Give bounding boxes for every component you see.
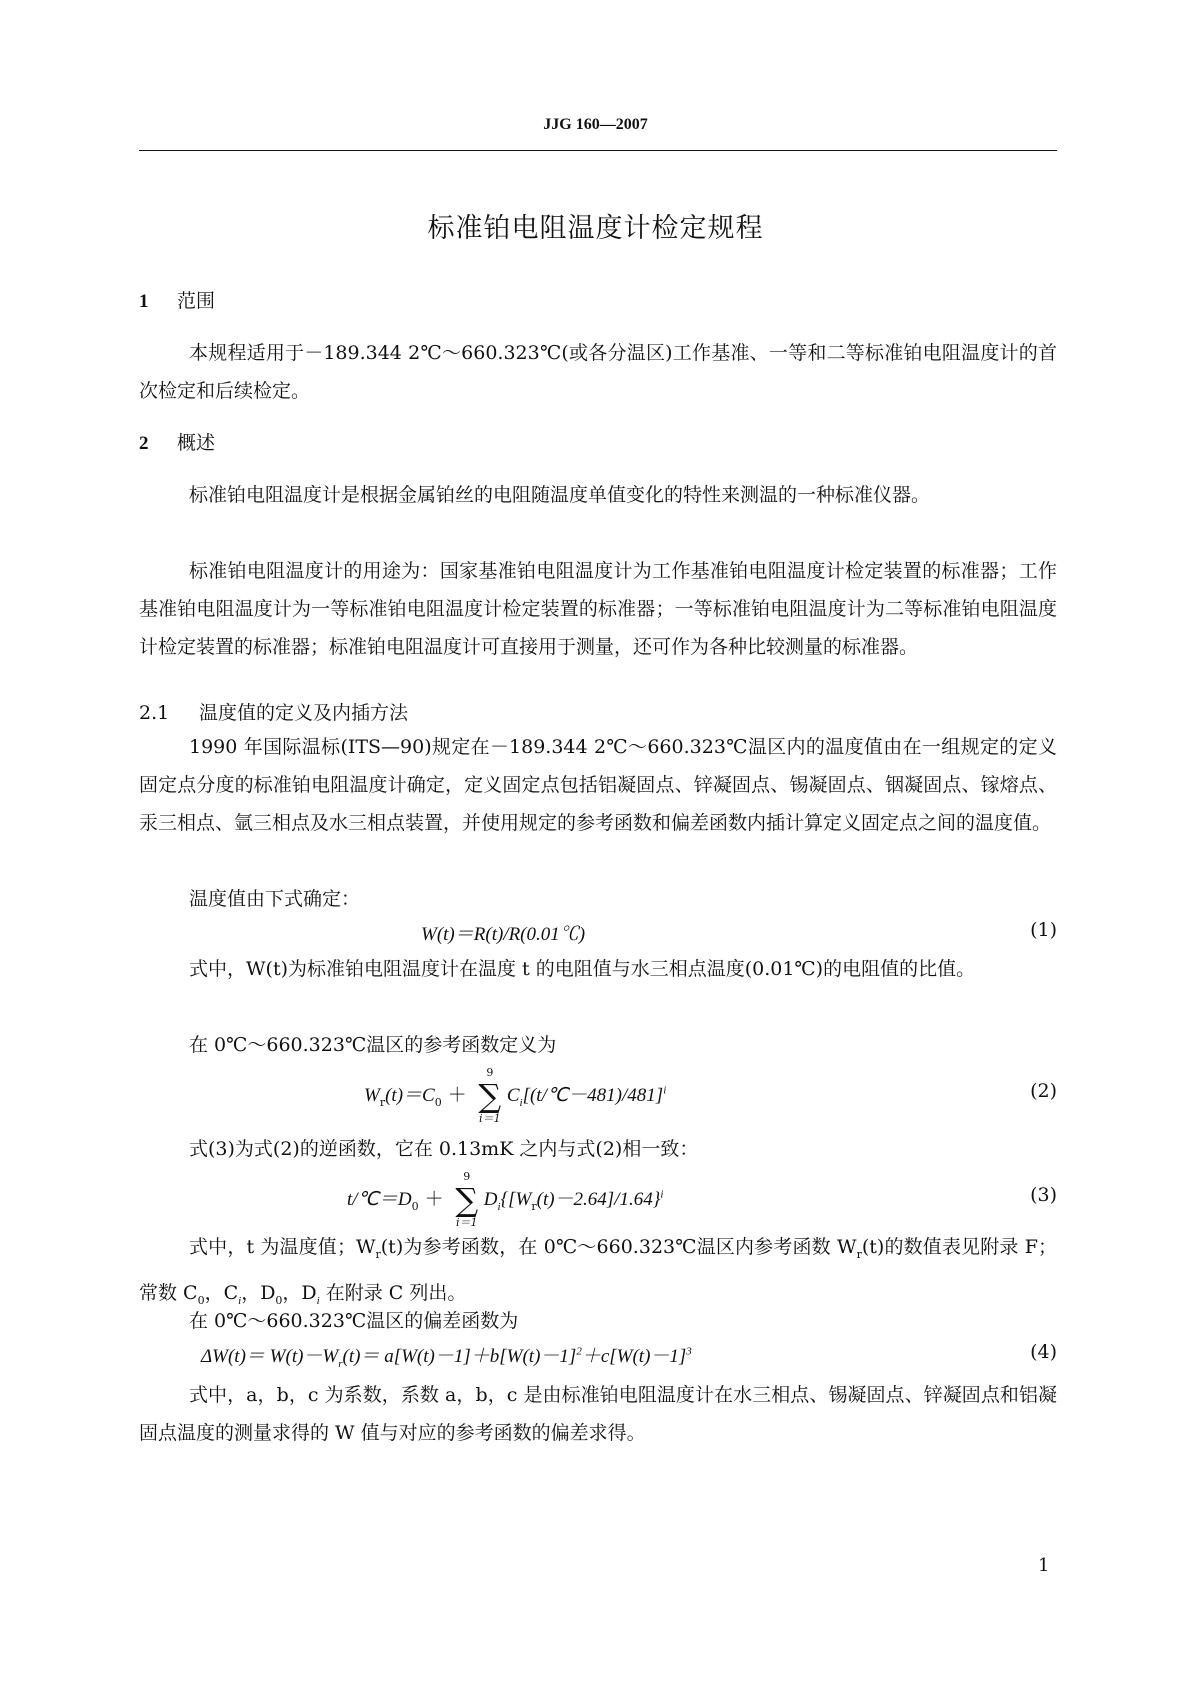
summation-sign: 9 ∑ i＝1 <box>455 1170 479 1229</box>
section-title: 范围 <box>177 290 216 312</box>
equation-2-number: (2) <box>1030 1080 1057 1102</box>
equation-4-body: $\Delta W(t)= W(t)-W_r(t)= a[W(t)-1]+b[W(t)-1]^2+c[W(t)-1]^3$ <box>201 1345 692 1370</box>
ratio-explanation: 式中，W(t)为标准铂电阻温度计在温度 t 的电阻值与水三相点温度(0.01℃)的电阻值的比值。 <box>189 958 976 980</box>
its90-paragraph: 1990 年国际温标(ITS—90)规定在－189.344 2℃～660.323℃温区内的温度值由在一组规定的定义固定点分度的标准铂电阻温度计确定，定义固定点包括铝凝固点、锌凝固点、锡凝固点、铟凝固点、镓熔点、汞三相点、氩三相点及水三相点装置，并使用规定的参考函数和偏差函数内插计算定义固定点之间的温度值。 <box>139 736 1057 834</box>
equation-1-body: W(t)＝R(t)/R(0.01℃) <box>421 924 586 945</box>
standard-code-header: JJG 160—2007 <box>543 116 648 133</box>
page-number: 1 <box>1038 1555 1050 1576</box>
overview-paragraph-1: 标准铂电阻温度计是根据金属铂丝的电阻随温度单值变化的特性来测温的一种标准仪器。 <box>189 484 931 506</box>
section-number: 2.1 <box>139 702 170 724</box>
section-2-1-heading <box>139 698 408 725</box>
document-title: 标准铂电阻温度计检定规程 <box>427 213 764 244</box>
equation-3 <box>139 1170 1057 1229</box>
section-number: 2 <box>139 433 149 454</box>
equation-1-number: (1) <box>1030 919 1057 941</box>
inverse-function-intro: 式(3)为式(2)的逆函数，它在 0.13mK 之内与式(2)相一致： <box>189 1138 699 1160</box>
equation-4-number: (4) <box>1030 1341 1057 1363</box>
reference-function-intro: 在 0℃～660.323℃温区的参考函数定义为 <box>189 1034 557 1056</box>
equation-2 <box>139 1066 1057 1125</box>
coefficient-explanation: 式中，a，b，c 为系数，系数 a，b，c 是由标准铂电阻温度计在水三相点、锡凝固点、锌凝固点和铝凝固点温度的测量求得的 W 值与对应的参考函数的偏差求得。 <box>139 1384 1057 1444</box>
equation-3-body: $t/℃=D_0$ ＋ 9 ∑ i＝1 $D_i\{[W_r(t)-2.64]/1.64\}^i$ <box>347 1170 664 1229</box>
equation-4 <box>139 1341 1057 1381</box>
header-rule <box>139 150 1057 151</box>
scope-paragraph: 本规程适用于－189.344 2℃～660.323℃(或各分温区)工作基准、一等和二等标准铂电阻温度计的首次检定和后续检定。 <box>139 342 1057 402</box>
section-2-heading <box>139 428 215 455</box>
section-title: 温度值的定义及内插方法 <box>199 702 409 724</box>
equation-3-number: (3) <box>1030 1184 1057 1206</box>
section-number: 1 <box>139 291 149 312</box>
section-1-heading <box>139 286 215 313</box>
section-title: 概述 <box>177 432 216 454</box>
summation-sign: 9 ∑ i＝1 <box>478 1066 502 1125</box>
symbol-explanation: 式中，t 为温度值；$W_r(t)$为参考函数，在 0℃～660.323℃温区内参考函数 $W_r(t)$的数值表见附录 F；常数 $C_0$，$C_i$，$D_0$，$D_i$ 在附录 C 列出。 <box>139 1236 1057 1307</box>
deviation-function-intro: 在 0℃～660.323℃温区的偏差函数为 <box>189 1310 519 1332</box>
temperature-intro: 温度值由下式确定： <box>189 888 361 910</box>
overview-paragraph-2: 标准铂电阻温度计的用途为：国家基准铂电阻温度计为工作基准铂电阻温度计检定装置的标准器；工作基准铂电阻温度计为一等标准铂电阻温度计检定装置的标准器；一等标准铂电阻温度计为二等标准铂电阻温度计检定装置的标准器；标准铂电阻温度计可直接用于测量，还可作为各种比较测量的标准器。 <box>139 560 1057 658</box>
equation-2-body: $W_r(t)=C_0$ ＋ 9 ∑ i＝1 $C_i[(t/℃-481)/481]^i$ <box>364 1066 667 1125</box>
